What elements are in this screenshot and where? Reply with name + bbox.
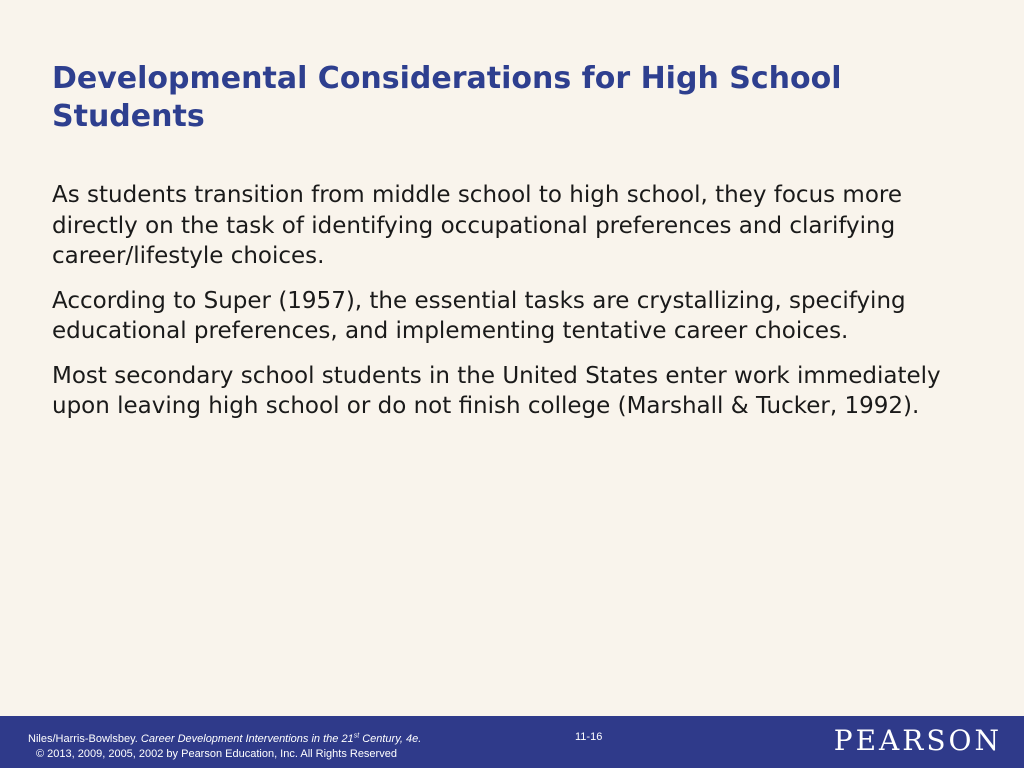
citation-book-title: Career Development Interventions in the 21st Century, 4e. [140,732,422,745]
body-paragraph-2: According to Super (1957), the essential tasks are crystallizing, specifying educational preferences, and implementing tentative career choices. [52,287,906,344]
citation [28,732,421,762]
body-paragraph-3: Most secondary school students in the United States enter work immediately upon leaving high school or do not finish college (Marshall & Tucker, 1992). [52,362,941,419]
copyright-notice: © 2013, 2009, 2005, 2002 by Pearson Education, Inc. All Rights Reserved [36,748,397,760]
body-paragraph-1: As students transition from middle school to high school, they focus more directly on the task of identifying occupational preferences and clarifying career/lifestyle choices. [52,182,903,269]
footer-bar [0,716,1024,768]
slide-title: Developmental Considerations for High School Students [52,61,842,134]
pearson-logo: PEARSON [833,724,1002,757]
citation-line-1 [28,732,421,747]
slide-number: 11-16 [575,731,603,743]
citation-authors: Niles/Harris-Bowlsbey. [28,733,138,745]
citation-superscript: st [353,732,360,740]
slide-body [52,180,992,436]
